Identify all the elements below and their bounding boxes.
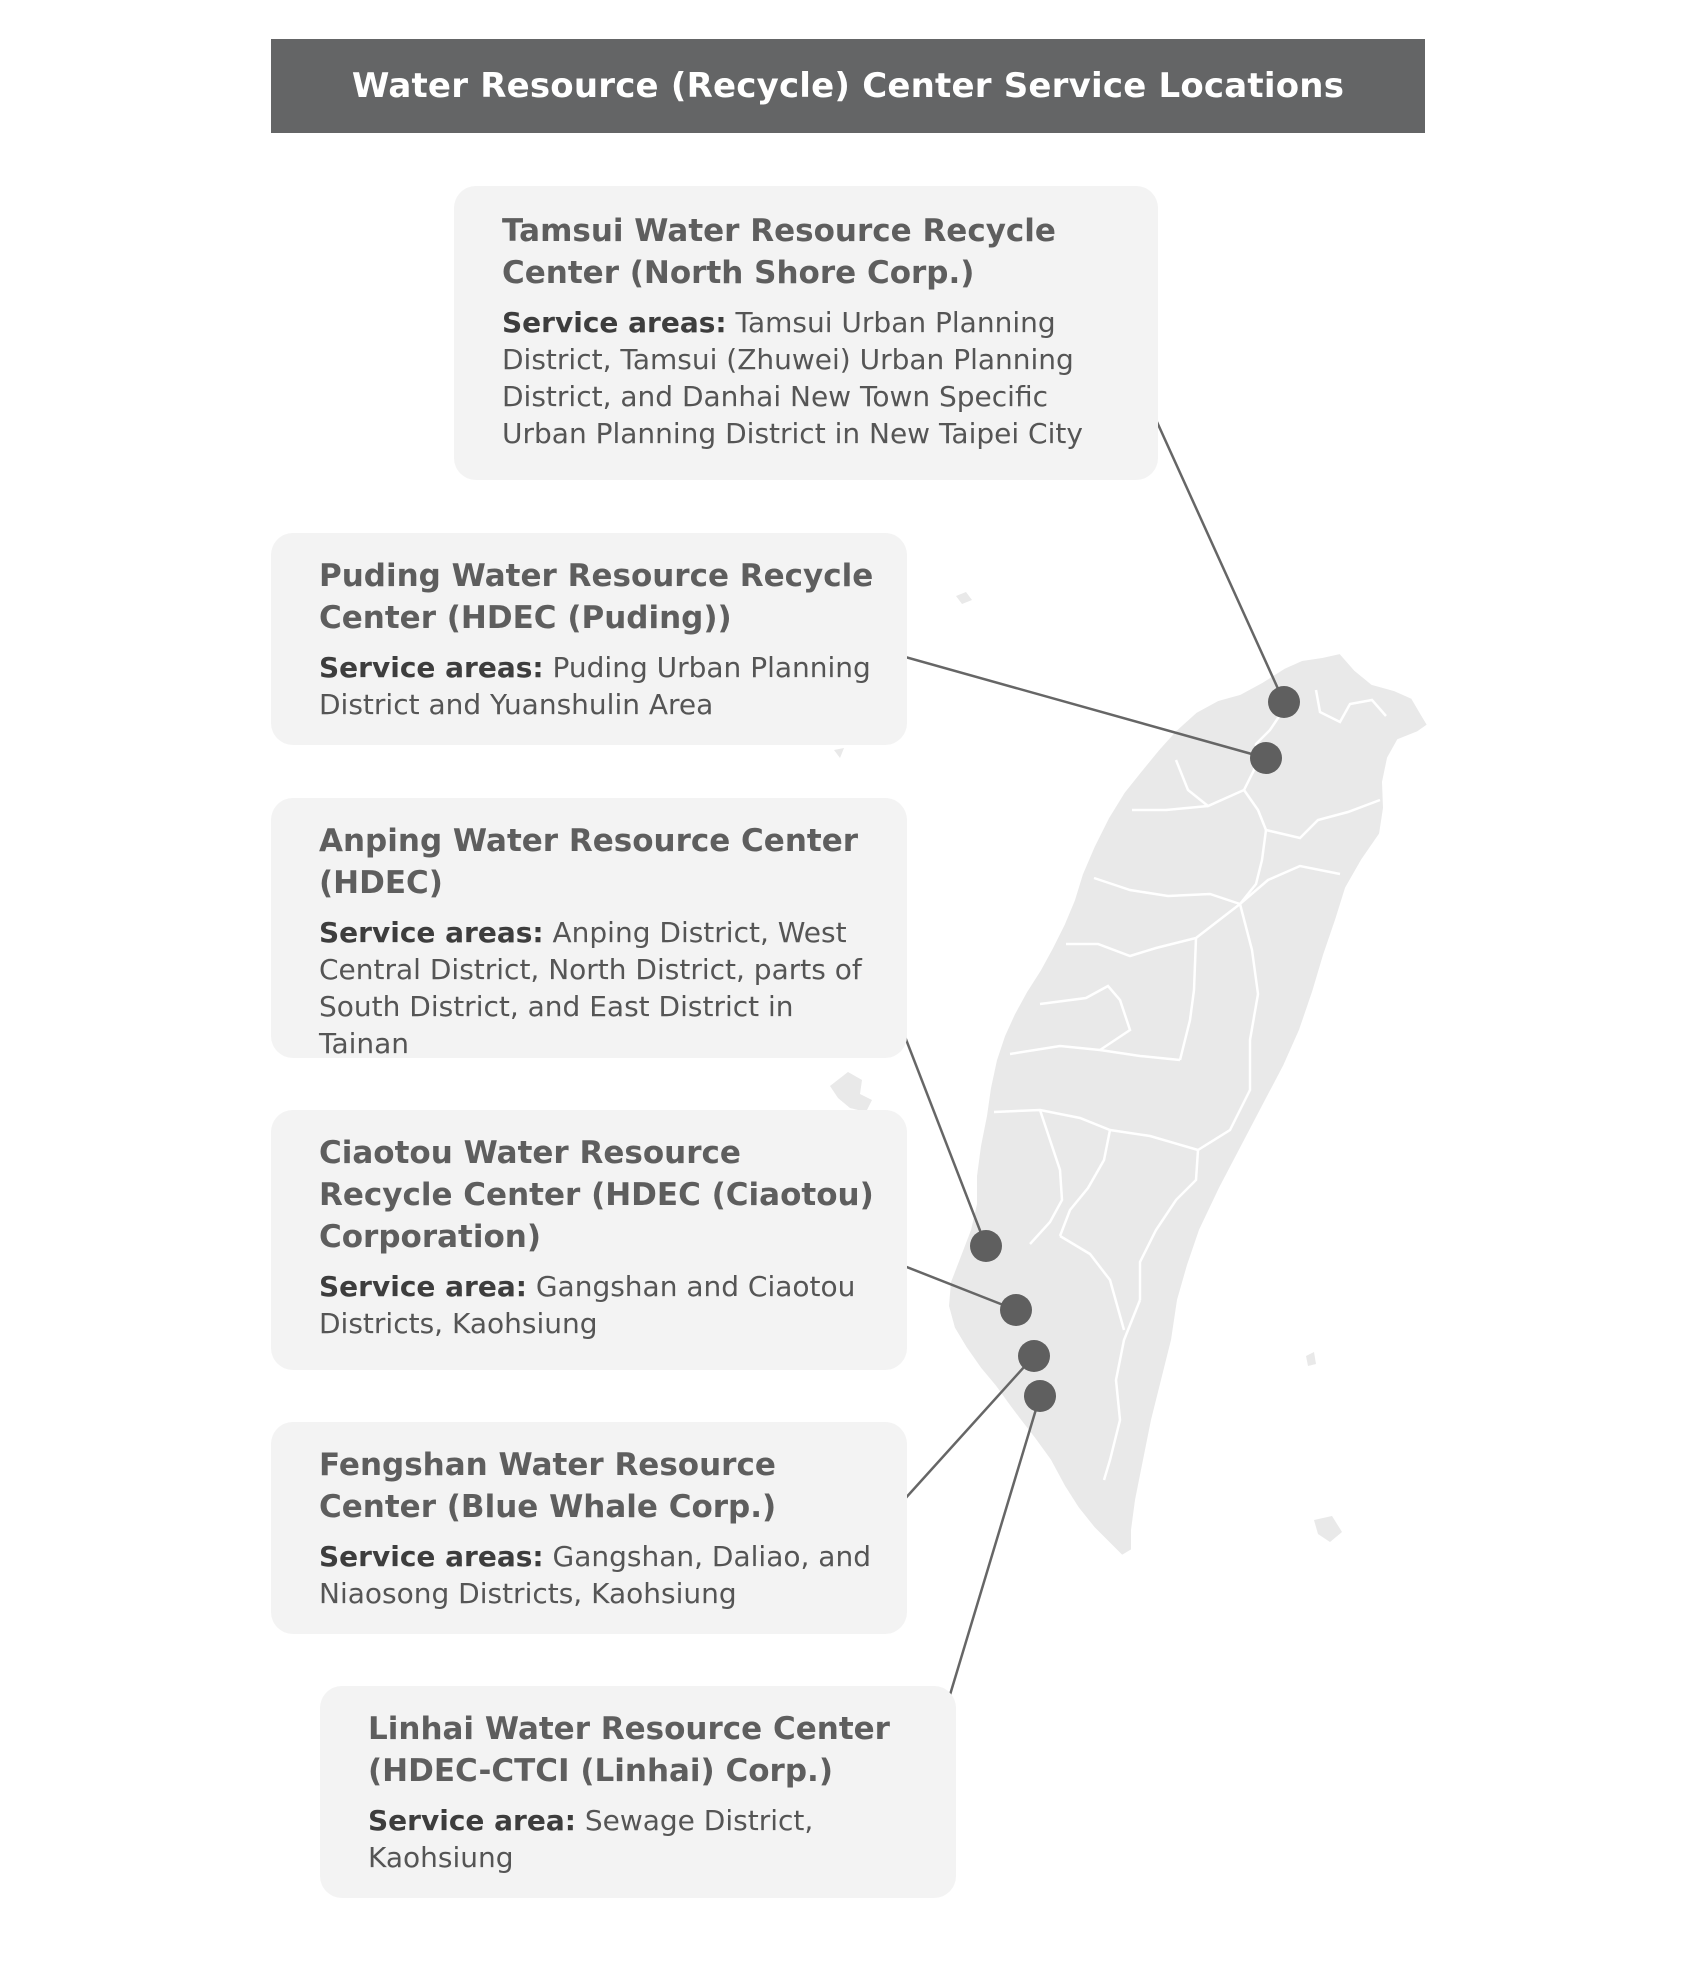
- center-name: Tamsui Water Resource Recycle Center (North Shore Corp.): [502, 213, 1056, 291]
- service-areas-text: Anping District, West Central District, North District, parts of South District, and East District in Tainan: [319, 916, 862, 1060]
- center-name: Puding Water Resource Recycle Center (HDEC (Puding)): [319, 558, 874, 636]
- marker-linhai[interactable]: [1024, 1380, 1056, 1412]
- service-areas-label: Service areas:: [502, 306, 727, 339]
- service-areas-label: Service areas:: [319, 1540, 544, 1573]
- service-areas-text: Tamsui Urban Planning District, Tamsui (Zhuwei) Urban Planning District, and Danhai New Town Specific Urban Planning District in New Taipei City: [502, 306, 1083, 450]
- service-areas-text: Gangshan, Daliao, and Niaosong Districts, Kaohsiung: [319, 1540, 871, 1610]
- service-areas-label: Service areas:: [319, 916, 544, 949]
- marker-tamsui[interactable]: [1268, 686, 1300, 718]
- center-name: Linhai Water Resource Center (HDEC-CTCI (Linhai) Corp.): [368, 1711, 890, 1789]
- center-name: Ciaotou Water Resource Recycle Center (HDEC (Ciaotou) Corporation): [319, 1135, 874, 1255]
- connector-puding: [866, 646, 1266, 758]
- marker-puding[interactable]: [1250, 742, 1282, 774]
- center-card-tamsui: [454, 186, 1158, 480]
- service-areas-text: Sewage District, Kaohsiung: [368, 1804, 814, 1874]
- center-card-ciaotou: [271, 1110, 907, 1370]
- center-card-linhai: [320, 1686, 956, 1898]
- center-service-areas: [502, 304, 1128, 452]
- center-card-anping: [271, 798, 907, 1058]
- center-service-areas: [319, 649, 877, 723]
- page-title: Water Resource (Recycle) Center Service Locations: [351, 66, 1345, 106]
- center-card-puding: [271, 533, 907, 745]
- service-areas-text: Puding Urban Planning District and Yuanshulin Area: [319, 651, 871, 721]
- service-areas-label: Service area:: [368, 1804, 576, 1837]
- service-areas-text: Gangshan and Ciaotou Districts, Kaohsiung: [319, 1270, 856, 1340]
- marker-fengshan[interactable]: [1018, 1340, 1050, 1372]
- center-name: Fengshan Water Resource Center (Blue Whale Corp.): [319, 1447, 777, 1525]
- center-card-fengshan: [271, 1422, 907, 1634]
- service-areas-label: Service area:: [319, 1270, 527, 1303]
- center-service-areas: [368, 1802, 926, 1876]
- center-service-areas: [319, 1268, 877, 1342]
- marker-ciaotou[interactable]: [1000, 1294, 1032, 1326]
- center-name: Anping Water Resource Center (HDEC): [319, 823, 859, 901]
- service-areas-label: Service areas:: [319, 651, 544, 684]
- center-service-areas: [319, 1538, 877, 1612]
- marker-anping[interactable]: [970, 1230, 1002, 1262]
- center-service-areas: [319, 914, 887, 1062]
